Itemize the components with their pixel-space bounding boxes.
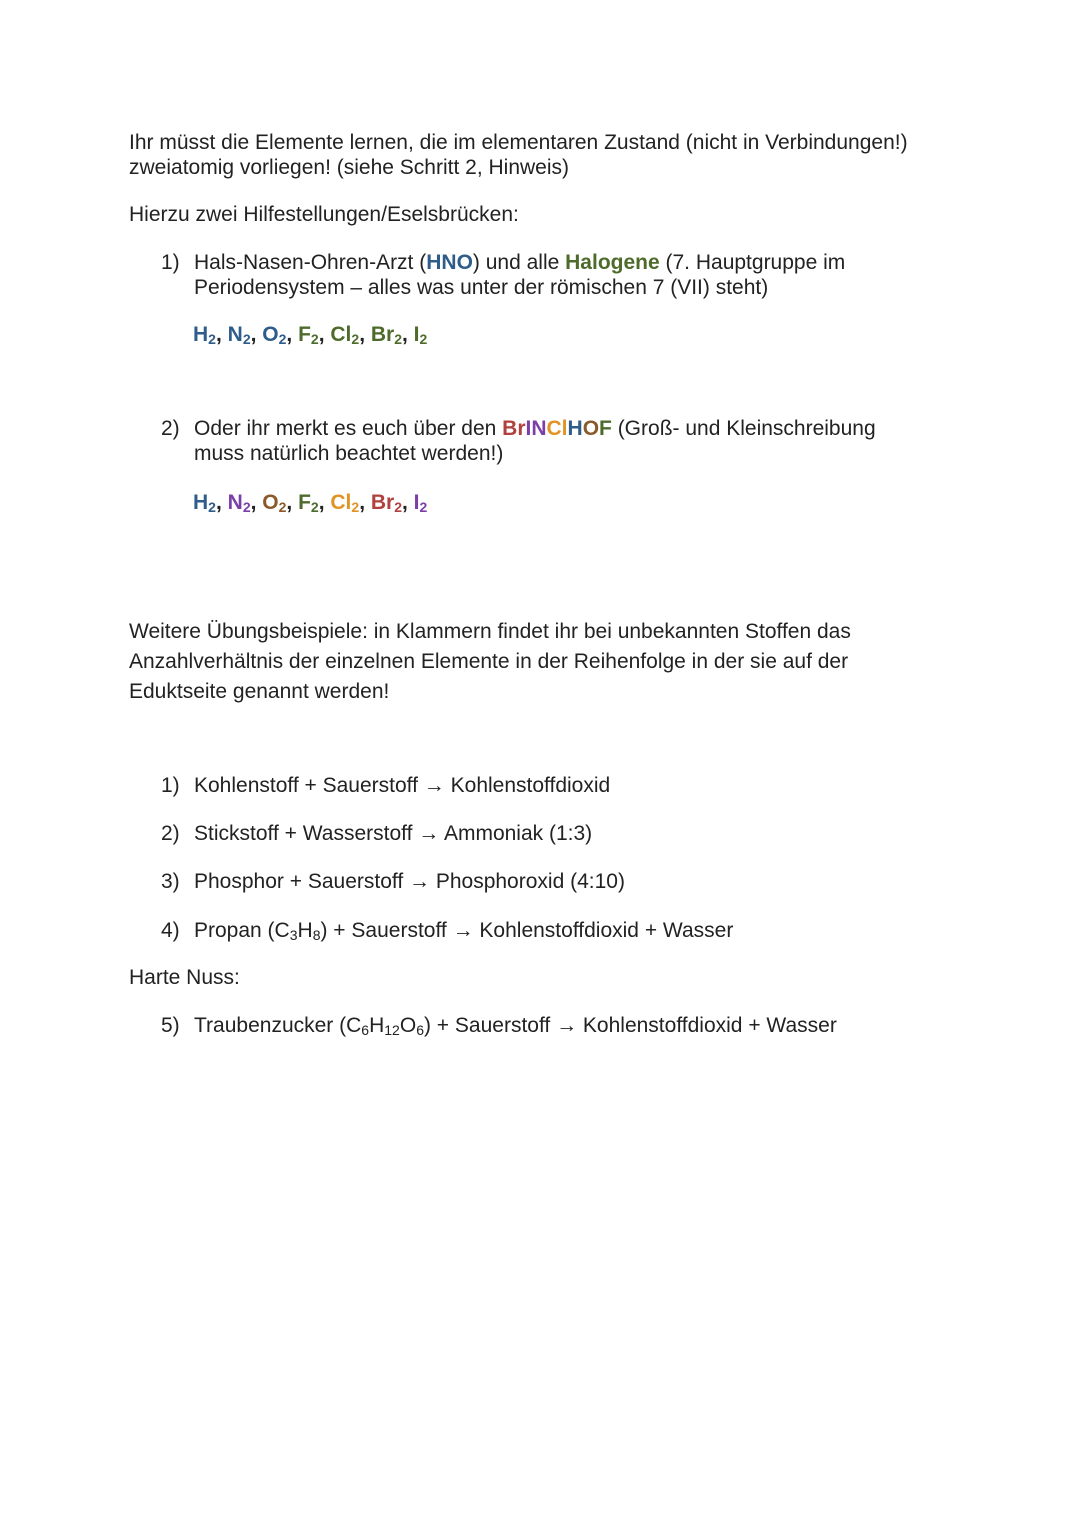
list-number: 2): [161, 822, 180, 845]
formula-f2: $F_2$: [298, 323, 319, 347]
intro-paragraph: [129, 130, 1009, 180]
formula-line-1: $H_2$, $N_2$, $O_2$, $F_2$, $Cl_2$, $Br_2$, $I_2$: [193, 323, 428, 347]
mnemonic-2-line-2: muss natürlich beachtet werden!): [194, 442, 504, 465]
halogene-highlight: Halogene: [565, 251, 660, 274]
hno-highlight: HNO: [426, 251, 473, 274]
text-segment: (7. Hauptgruppe im: [659, 251, 846, 274]
formula-f2: $F_2$: [298, 491, 319, 515]
formula-n2: $N_2$: [227, 323, 251, 347]
list-number: 3): [161, 870, 180, 893]
exercise-text: Phosphor + Sauerstoff → Phosphoroxid (4:10): [194, 870, 625, 893]
practice-intro-line-2: Anzahlverhältnis der einzelnen Elemente in der Reihenfolge in der sie auf der: [129, 650, 849, 673]
formula-h2: $H_2$: [193, 491, 216, 515]
formula-br2: $Br_2$: [370, 491, 402, 515]
formula-n2: $N_2$: [227, 491, 251, 515]
mnemonic-1-text: [194, 250, 934, 300]
formula-line-2: $H_2$, $N_2$, $O_2$, $F_2$, $Cl_2$, $Br_2$, $I_2$: [193, 491, 428, 515]
text-segment: (Groß- und Kleinschreibung: [611, 417, 876, 440]
mnemonic-1-line-2: Periodensystem – alles was unter der römischen 7 (VII) steht): [194, 276, 769, 299]
formula-o2: $O_2$: [262, 491, 287, 515]
hint-title: Hierzu zwei Hilfestellungen/Eselsbrücken:: [129, 203, 519, 226]
practice-intro: [129, 617, 1009, 707]
formula-br2: $Br_2$: [370, 323, 402, 347]
exercise-text: Propan $(C_3H_8)$ + Sauerstoff → Kohlenstoffdioxid + Wasser: [194, 919, 734, 943]
list-number: 2): [161, 417, 180, 440]
formula-h2: $H_2$: [193, 323, 216, 347]
intro-line-2: zweiatomig vorliegen! (siehe Schritt 2, Hinweis): [129, 156, 570, 179]
exercise-text: Traubenzucker $(C_6H_{12}O_6)$ + Sauerstoff → Kohlenstoffdioxid + Wasser: [194, 1014, 837, 1038]
exercise-text: Kohlenstoff + Sauerstoff → Kohlenstoffdioxid: [194, 774, 611, 797]
formula-i2: $I_2$: [413, 323, 428, 347]
formula-cl2: $Cl_2$: [330, 491, 360, 515]
text-segment: ) und alle: [472, 251, 566, 274]
practice-intro-line-1: Weitere Übungsbeispiele: in Klammern findet ihr bei unbekannten Stoffen das: [129, 620, 851, 643]
list-number: 1): [161, 251, 180, 274]
list-number: 1): [161, 774, 180, 797]
brinclhof-word: BrINClHOF: [502, 417, 612, 440]
text-segment: Hals-Nasen-Ohren-Arzt (: [194, 251, 427, 274]
exercise-text: Stickstoff + Wasserstoff → Ammoniak (1:3): [194, 822, 593, 845]
list-number: 4): [161, 919, 180, 942]
hard-title: Harte Nuss:: [129, 966, 240, 989]
practice-intro-line-3: Eduktseite genannt werden!: [129, 680, 390, 703]
formula-o2: $O_2$: [262, 323, 287, 347]
text-segment: Oder ihr merkt es euch über den: [194, 417, 503, 440]
formula-i2: $I_2$: [413, 491, 428, 515]
list-number: 5): [161, 1014, 180, 1037]
formula-cl2: $Cl_2$: [330, 323, 360, 347]
intro-line-1: Ihr müsst die Elemente lernen, die im elementaren Zustand (nicht in Verbindungen!): [129, 131, 908, 154]
mnemonic-2-text: [194, 416, 934, 466]
